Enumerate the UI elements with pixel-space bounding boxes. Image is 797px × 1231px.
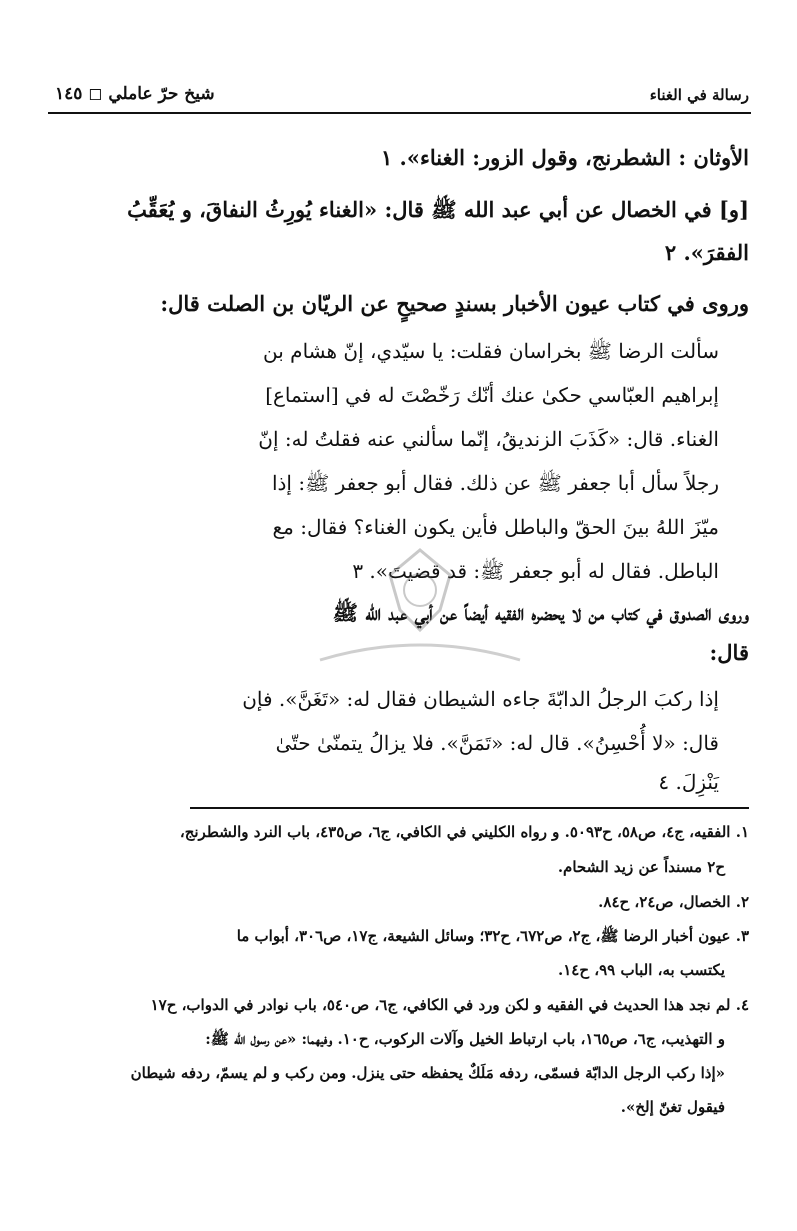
body-line-4: وروى في كتاب عيون الأخبار بسندٍ صحيحٍ عن الريّان بن الصلت قال: [160, 291, 749, 316]
chapter-title: رسالة في الغناء [649, 86, 749, 104]
body-line-3: الفقرَ». ٢ [664, 240, 749, 265]
footnote-4-cont-1: و التهذيب، ج٦، ص١٦٥، باب ارتباط الخيل وآلات الركوب، ح١٠. وفيهما: «عن رسول الله ﷺ: [205, 1030, 725, 1048]
quote-line-5: ميّزَ اللهُ بينَ الحقّ والباطل فأين يكون الغناء؟ فقال: مع [272, 515, 719, 539]
quote-line-6: الباطل. فقال له أبو جعفر ﷺ: قد قضيتَ». ٣ [352, 559, 719, 583]
body-line-6: قال: [709, 640, 749, 665]
quote-line-9: يَنْزِلَ. ٤ [658, 770, 719, 794]
quote-line-2: إبراهيم العبّاسي حكىٰ عنك أنّك رَخّصْتَ له في [استماع] [265, 383, 719, 407]
footnote-3-cont: يكتسب به، الباب ٩٩، ح١٤. [557, 961, 725, 979]
body-line-2: [و] في الخصال عن أبي عبد الله ﷺ قال: «الغناء يُورِثُ النفاقَ، و يُعَقِّبُ [127, 197, 749, 222]
running-header [55, 84, 749, 112]
quote-line-8: قال: «لا أُحْسِنُ». قال له: «تَمَنَّ». فلا يزالُ يتمنّىٰ حتّىٰ [275, 731, 719, 755]
footnote-2: ٢. الخصال، ص٢٤، ح٨٤. [598, 893, 749, 911]
library-seal-watermark [300, 540, 540, 680]
page-number-label: شيخ حرّ عاملي ◻ ١٤٥ [55, 84, 215, 104]
body-line-5: وروى الصدوق في كتاب من لا يحضره الفقيه أيضاً عن أبي عبد الله ﷺ [332, 600, 749, 625]
quote-line-4: رجلاً سأل أبا جعفر ﷺ عن ذلك. فقال أبو جعفر ﷺ: إذا [271, 471, 719, 495]
footnote-4: ٤. لم نجد هذا الحديث في الفقيه و لكن ورد في الكافي، ج٦، ص٥٤٠، باب نوادر في الدواب، ح١٧ [150, 996, 749, 1014]
header-divider [48, 112, 751, 114]
quote-line-7: إذا ركبَ الرجلُ الدابّةَ جاءه الشيطان فقال له: «تَغَنَّ». فإن [242, 687, 719, 711]
quote-line-3: الغناء. قال: «كَذَبَ الزنديقُ، إنّما سألني عنه فقلتُ له: إنّ [258, 427, 719, 451]
footnote-divider [190, 807, 749, 809]
footnote-1-cont: ح٢ مسنداً عن زيد الشحام. [557, 858, 725, 876]
body-line-1: الأوثان : الشطرنج، وقول الزور: الغناء». ١ [380, 145, 749, 170]
footnote-4-cont-2: «إذا ركب الرجل الدابّة فسمّى، ردفه مَلَكٌ يحفظه حتى ينزل. ومن ركب و لم يسمّ، ردفه شيطان [130, 1064, 725, 1082]
footnote-1: ١. الفقيه، ج٤، ص٥٨، ح٥٠٩٣. و رواه الكليني في الكافي، ج٦، ص٤٣٥، باب النرد والشطرنج، [179, 823, 749, 841]
footnote-4-cont-3: فيقول تغنّ إلخ». [620, 1098, 725, 1116]
quote-line-1: سألت الرضا ﷺ بخراسان فقلت: يا سيّدي، إنّ هشام بن [263, 339, 719, 363]
footnote-3: ٣. عيون أخبار الرضا ﷺ، ج٢، ص٦٧٢، ح٣٢؛ وسائل الشيعة، ج١٧، ص٣٠٦، أبواب ما [236, 927, 749, 945]
